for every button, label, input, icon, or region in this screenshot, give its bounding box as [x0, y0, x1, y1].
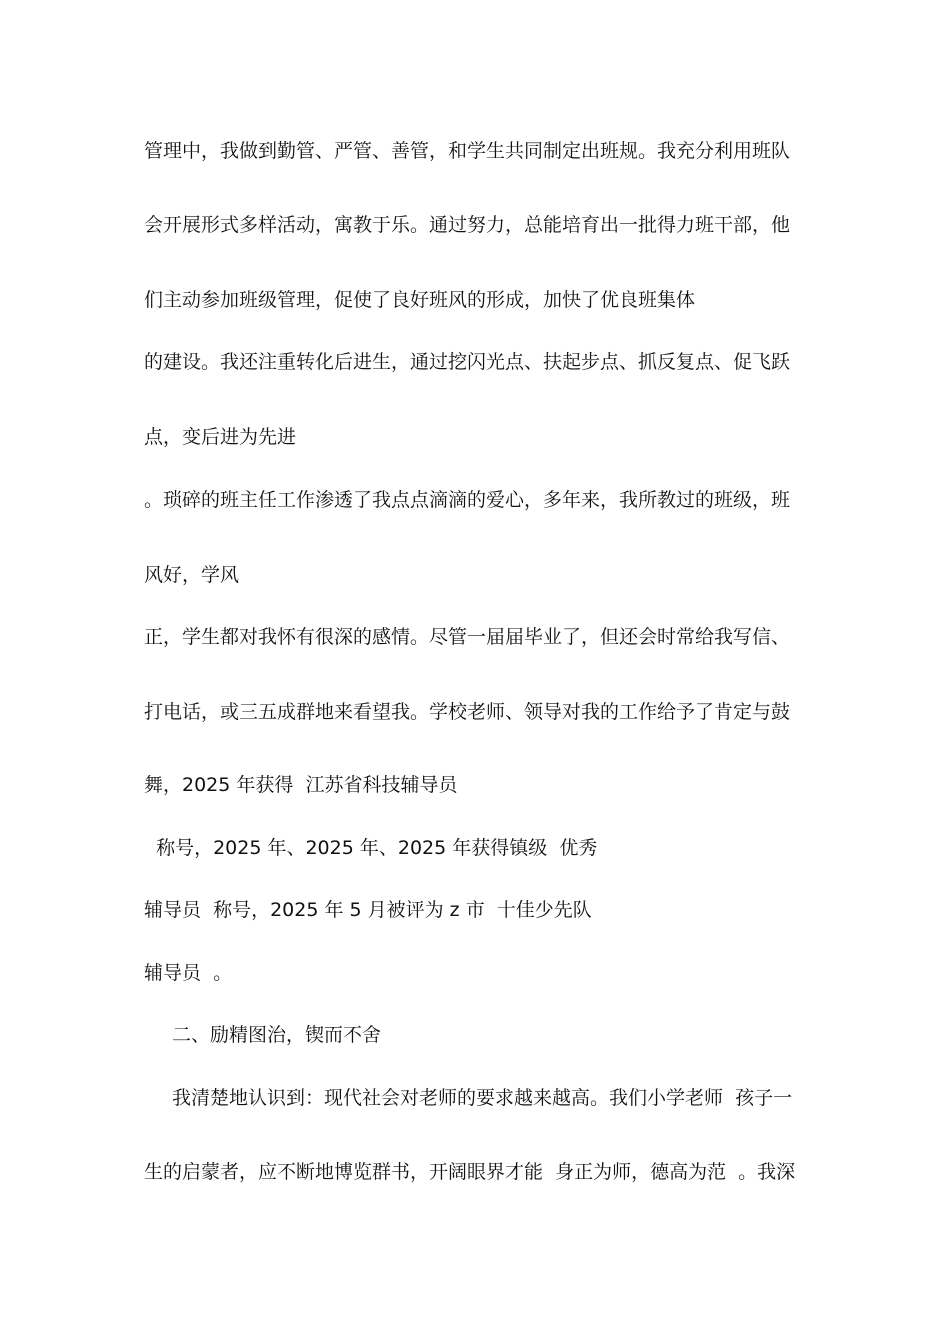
- paragraph-line: 打电话，或三五成群地来看望我。学校老师、领导对我的工作给予了肯定与鼓: [144, 701, 791, 723]
- paragraph-line: 生的启蒙者，应不断地博览群书，开阔眼界才能 身正为师，德高为范 。我深: [144, 1161, 796, 1183]
- paragraph-line: 辅导员 称号，2025 年 5 月被评为 z 市 十佳少先队: [144, 899, 592, 921]
- paragraph-line: 的建设。我还注重转化后进生，通过挖闪光点、扶起步点、抓反复点、促飞跃: [144, 351, 791, 373]
- paragraph-line: 正，学生都对我怀有很深的感情。尽管一届届毕业了，但还会时常给我写信、: [144, 626, 791, 648]
- paragraph-line: 。琐碎的班主任工作渗透了我点点滴滴的爱心，多年来，我所教过的班级，班: [144, 489, 791, 511]
- paragraph-line: 称号，2025 年、2025 年、2025 年获得镇级 优秀: [144, 837, 598, 859]
- paragraph-line: 辅导员 。: [144, 962, 233, 984]
- section-heading: 二、励精图治，锲而不舍: [172, 1024, 382, 1046]
- paragraph-line: 风好，学风: [144, 564, 240, 586]
- paragraph-line: 舞，2025 年获得 江苏省科技辅导员: [144, 774, 458, 796]
- paragraph-line: 会开展形式多样活动，寓教于乐。通过努力，总能培育出一批得力班干部，他: [144, 214, 791, 236]
- paragraph-line: 我清楚地认识到：现代社会对老师的要求越来越高。我们小学老师 孩子一: [172, 1087, 793, 1109]
- paragraph-line: 管理中，我做到勤管、严管、善管，和学生共同制定出班规。我充分利用班队: [144, 140, 791, 162]
- paragraph-line: 点，变后进为先进: [144, 426, 297, 448]
- paragraph-line: 们主动参加班级管理，促使了良好班风的形成，加快了优良班集体: [144, 289, 696, 311]
